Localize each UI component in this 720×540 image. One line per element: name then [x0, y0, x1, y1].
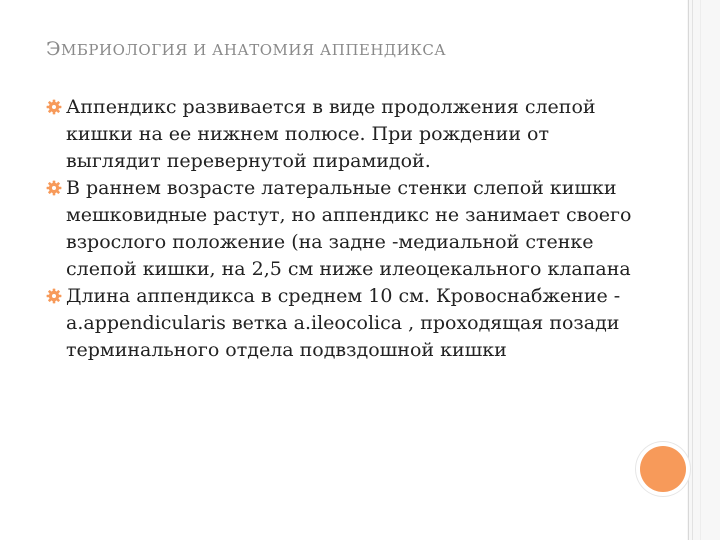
- title-rest: МБРИОЛОГИЯ И АНАТОМИЯ АППЕНДИКСА: [61, 41, 447, 59]
- bullet-text: Аппендикс развивается в виде продолжения слепой кишки на ее нижнем полюсе. При рождении от выглядит перевернутой пирамидой.: [66, 96, 596, 172]
- slide-title: [46, 38, 446, 60]
- gear-bullet-icon: [46, 288, 62, 304]
- frame-line: [692, 0, 693, 540]
- bullet-item: [46, 94, 636, 175]
- frame-line: [688, 0, 689, 540]
- bullet-item: [46, 283, 636, 364]
- bullet-item: [46, 175, 636, 283]
- bullet-text: В раннем возрасте латеральные стенки слепой кишки мешковидные растут, но аппендикс не занимает своего взрослого положение (на задне -медиальной стенке слепой кишки, на 2,5 см ниже илеоцекального клапана: [66, 177, 632, 280]
- orange-circle-decoration: [640, 446, 686, 492]
- gear-bullet-icon: [46, 99, 62, 115]
- title-first-letter: Э: [46, 38, 62, 60]
- frame-line: [700, 0, 701, 540]
- bullet-text: Длина аппендикса в среднем 10 см. Кровоснабжение - a.appendicularis ветка a.ileocolica , проходящая позади терминального отдела подвздошной кишки: [66, 285, 621, 361]
- gear-bullet-icon: [46, 180, 62, 196]
- bullet-list: [46, 94, 636, 364]
